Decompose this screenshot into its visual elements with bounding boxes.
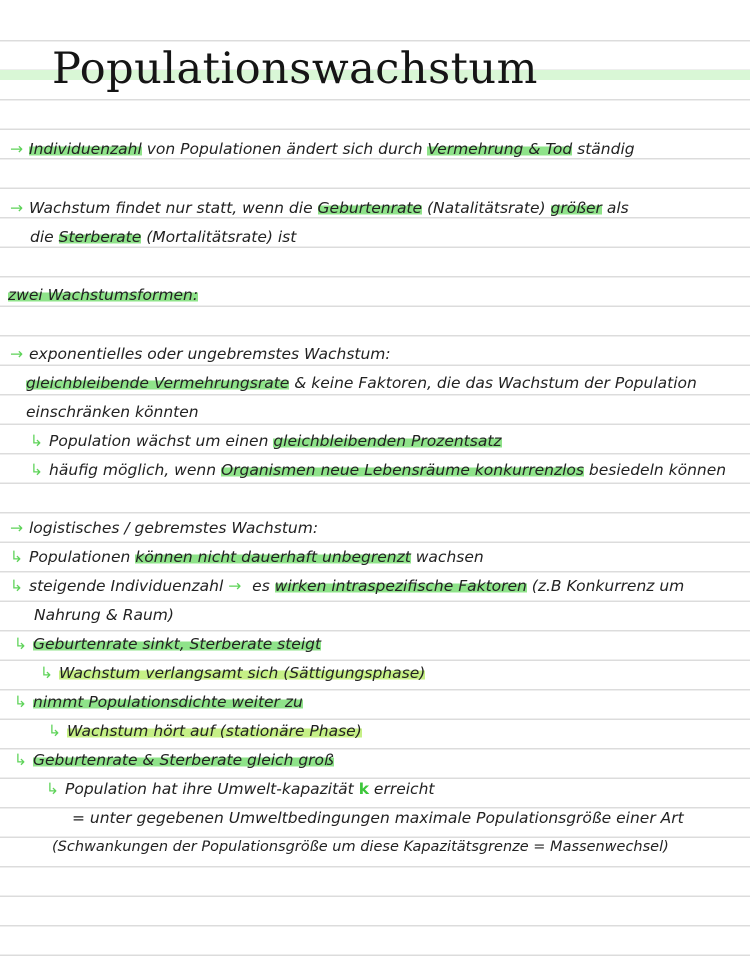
sub-arrow-icon: ↳: [40, 664, 53, 682]
note-line-9: ↳ häufig möglich, wenn Organismen neue Lebensräume konkurrenzlos besiedeln können: [30, 461, 727, 479]
sub-arrow-icon: ↳: [48, 722, 61, 740]
arrow-icon: →: [228, 577, 242, 595]
note-line-20: = unter gegebenen Umweltbedingungen maximale Populationsgröße einer Art: [72, 809, 684, 827]
sub-arrow-icon: ↳: [46, 780, 59, 798]
note-line-14: ↳ Geburtenrate sinkt, Sterberate steigt: [14, 635, 322, 653]
arrow-icon: →: [10, 345, 23, 363]
note-line-12: ↳ steigende Individuenzahl → es wirken intraspezifische Faktoren (z.B Konkurrenz um: [10, 577, 685, 595]
note-line-17: ↳ Wachstum hört auf (stationäre Phase): [48, 722, 362, 740]
sub-arrow-icon: ↳: [10, 548, 23, 566]
page-title: Populationswachstum: [52, 44, 538, 94]
note-line-6: gleichbleibende Vermehrungsrate & keine Faktoren, die das Wachstum der Population: [26, 374, 697, 392]
note-line-5: → exponentielles oder ungebremstes Wachstum:: [10, 345, 391, 363]
note-line-4: zwei Wachstumsformen:: [8, 286, 199, 304]
note-line-7: einschränken könnten: [26, 403, 199, 421]
sub-arrow-icon: ↳: [10, 577, 23, 595]
note-line-8: ↳ Population wächst um einen gleichbleibenden Prozentsatz: [30, 432, 502, 450]
note-line-13: Nahrung & Raum): [34, 606, 174, 624]
sub-arrow-icon: ↳: [14, 751, 27, 769]
note-line-18: ↳ Geburtenrate & Sterberate gleich groß: [14, 751, 334, 769]
arrow-icon: →: [10, 199, 23, 217]
sub-arrow-icon: ↳: [30, 461, 43, 479]
arrow-icon: →: [10, 519, 23, 537]
capacity-symbol: k: [358, 780, 369, 798]
note-line-16: ↳ nimmt Populationsdichte weiter zu: [14, 693, 303, 711]
sub-arrow-icon: ↳: [30, 432, 43, 450]
note-line-11: ↳ Populationen können nicht dauerhaft unbegrenzt wachsen: [10, 548, 484, 566]
note-line-3: die Sterberate (Mortalitätsrate) ist: [30, 228, 297, 246]
arrow-icon: →: [10, 140, 23, 158]
note-line-10: → logistisches / gebremstes Wachstum:: [10, 519, 319, 537]
sub-arrow-icon: ↳: [14, 693, 27, 711]
sub-arrow-icon: ↳: [14, 635, 27, 653]
note-line-19: ↳ Population hat ihre Umwelt-kapazität k erreicht: [46, 780, 435, 798]
note-line-1: → Individuenzahl von Populationen ändert sich durch Vermehrung & Tod ständig: [10, 140, 635, 158]
note-line-15: ↳ Wachstum verlangsamt sich (Sättigungsphase): [40, 664, 426, 682]
note-line-21: (Schwankungen der Populationsgröße um diese Kapazitätsgrenze = Massenwechsel): [52, 839, 669, 855]
note-line-2: → Wachstum findet nur statt, wenn die Geburtenrate (Natalitätsrate) größer als: [10, 199, 629, 217]
